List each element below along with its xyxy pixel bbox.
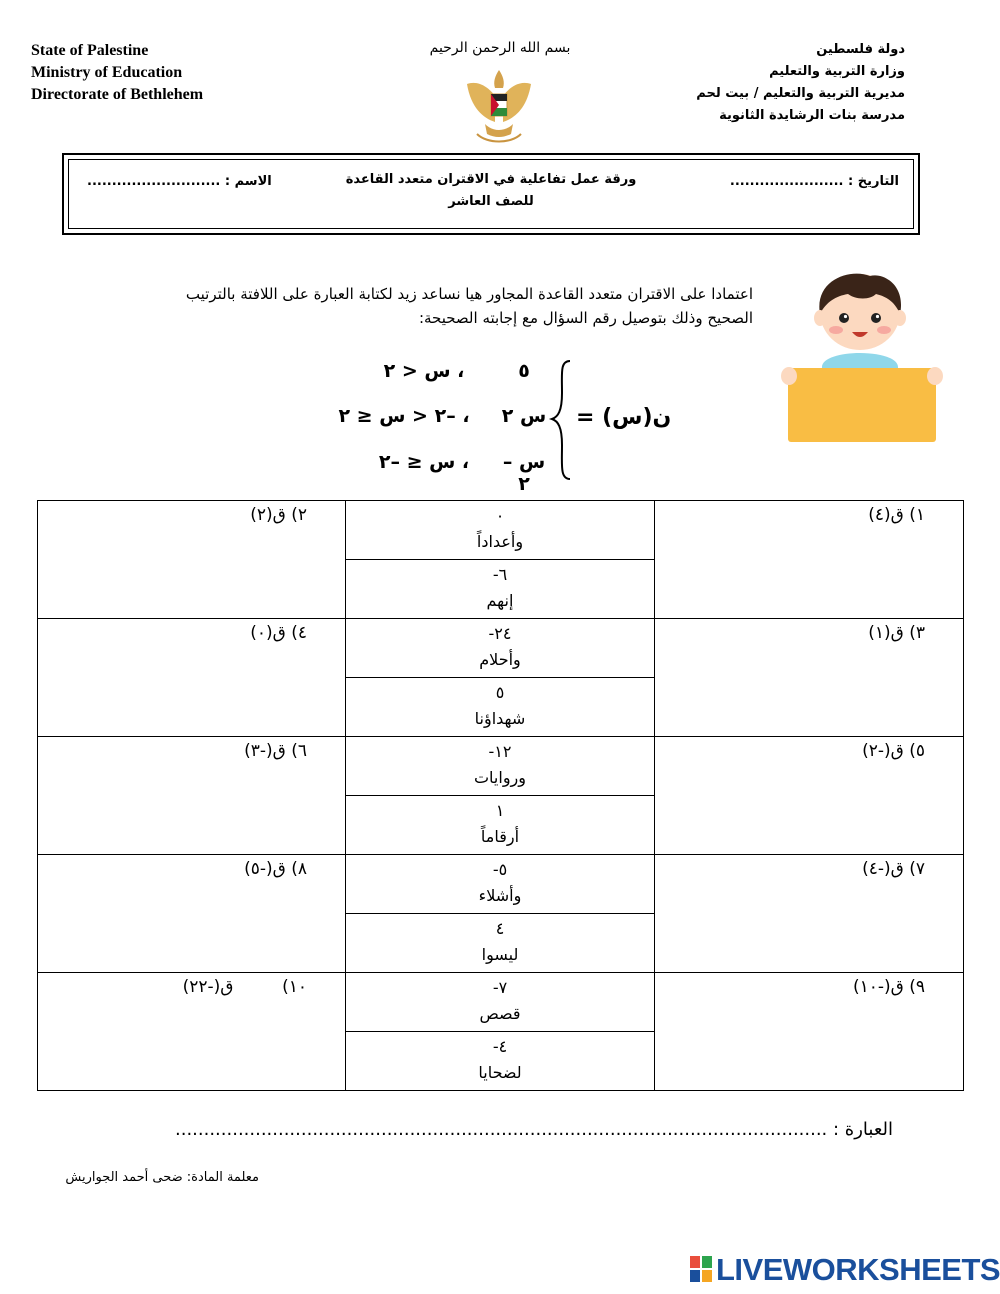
answer-value: -١٢ <box>488 742 512 761</box>
palestine-emblem <box>459 62 539 150</box>
question-label: ٤) ق(٠) <box>250 623 307 643</box>
question-label: ١) ق(٤) <box>868 505 925 525</box>
title-box <box>62 153 920 235</box>
name-field: الاسم : ........................... <box>87 174 272 189</box>
answer-word: شهداؤنا <box>474 709 526 728</box>
question-cell[interactable] <box>38 501 346 619</box>
question-cell[interactable] <box>655 501 964 619</box>
answer-cell[interactable] <box>346 501 655 560</box>
header-ar-line: مدرسة بنات الرشايدة الثانوية <box>719 108 905 123</box>
header-ar-line: دولة فلسطين <box>816 42 905 57</box>
question-cell[interactable] <box>38 855 346 973</box>
phrase-answer-line[interactable]: العبارة : .................................................................................................................. <box>175 1119 893 1140</box>
answer-cell[interactable] <box>346 737 655 796</box>
question-cell[interactable] <box>655 619 964 737</box>
header-english <box>31 40 203 106</box>
answer-word: لضحايا <box>478 1063 522 1082</box>
question-label: ٦) ق(-٣) <box>244 741 307 761</box>
header-en-line: Directorate of Bethlehem <box>31 86 204 103</box>
table-row <box>38 973 964 1032</box>
answer-word: وأشلاء <box>478 886 522 905</box>
answer-word: وأحلام <box>479 650 521 669</box>
answer-cell[interactable] <box>346 855 655 914</box>
answer-value: -٢٤ <box>488 624 512 643</box>
answer-word: قصص <box>479 1004 521 1023</box>
rule-expr: س ٢ <box>501 405 547 427</box>
answer-cell[interactable] <box>346 796 655 855</box>
answer-word: وأعداداً <box>476 532 524 551</box>
teacher-name: معلمة المادة: ضحى أحمد الجواريش <box>65 1170 259 1185</box>
function-lhs: ن(س) = <box>576 405 672 430</box>
matching-table <box>37 500 964 1091</box>
answer-cell[interactable] <box>346 619 655 678</box>
instructions-line: الصحيح وذلك بتوصيل رقم السؤال مع إجابته الصحيحة: <box>418 309 753 327</box>
question-cell[interactable] <box>655 973 964 1091</box>
boy-with-sign <box>780 270 945 445</box>
rule-expr: ٥ <box>518 360 530 382</box>
rule-cond: ، س < ٢ <box>383 360 465 382</box>
answer-value: -٥ <box>492 860 508 879</box>
question-label: ٧) ق(-٤) <box>862 859 925 879</box>
header-arabic <box>600 39 905 127</box>
liveworksheets-brand: LIVEWORKSHEETS <box>716 1252 1000 1287</box>
header-ar-line: مديرية التربية والتعليم / بيت لحم <box>696 86 905 101</box>
basmala: بسم الله الرحمن الرحيم <box>429 40 571 56</box>
liveworksheets-logo-icon <box>690 1256 714 1282</box>
answer-word: إنهم <box>486 591 514 610</box>
table-row <box>38 737 964 796</box>
question-label: ٩) ق(-١٠) <box>852 977 925 997</box>
question-cell[interactable] <box>655 855 964 973</box>
answer-word: أرقاماً <box>480 827 520 846</box>
question-label: ٢) ق(٢) <box>250 505 307 525</box>
worksheet-grade: للصف العاشر <box>448 194 534 209</box>
question-cell[interactable] <box>655 737 964 855</box>
header-ar-line: وزارة التربية والتعليم <box>769 64 905 79</box>
rule-expr: س – ٢ <box>502 451 546 495</box>
piecewise-function <box>320 353 680 495</box>
table-row <box>38 619 964 678</box>
table-row <box>38 501 964 560</box>
header-en-line: State of Palestine <box>31 42 149 59</box>
date-field: التاريخ : ....................... <box>729 174 899 189</box>
answer-value: ٠ <box>495 506 505 525</box>
answer-value: ٥ <box>495 683 505 702</box>
answer-value: ٤ <box>495 919 505 938</box>
instructions-line: اعتمادا على الاقتران متعدد القاعدة المجاور هيا نساعد زيد لكتابة العبارة على اللافتة بالترتيب <box>185 285 753 303</box>
answer-word: وروايات <box>473 768 526 787</box>
answer-cell[interactable] <box>346 973 655 1032</box>
answer-cell[interactable] <box>346 914 655 973</box>
rule-cond: ، س ≤ –٢ <box>378 451 470 473</box>
question-cell[interactable] <box>38 737 346 855</box>
question-label: ٨) ق(-٥) <box>244 859 307 879</box>
instructions <box>88 282 753 330</box>
answer-cell[interactable] <box>346 1032 655 1091</box>
question-label: ٥) ق(-٢) <box>862 741 925 761</box>
eagle-emblem-icon <box>459 62 539 150</box>
question-cell[interactable] <box>38 619 346 737</box>
answer-word: ليسوا <box>481 945 519 964</box>
answer-value: ١ <box>495 801 505 820</box>
worksheet-title: ورقة عمل تفاعلية في الاقتران متعدد القاعدة <box>345 172 637 187</box>
rule-cond: ، –٢ < س ≤ ٢ <box>338 405 470 427</box>
answer-value: -٧ <box>492 978 508 997</box>
table-row <box>38 855 964 914</box>
answer-cell[interactable] <box>346 678 655 737</box>
answer-value: -٦ <box>492 565 508 584</box>
boy-illustration-icon <box>780 270 945 445</box>
answer-cell[interactable] <box>346 560 655 619</box>
answer-value: -٤ <box>492 1037 508 1056</box>
question-label: ٣) ق(١) <box>868 623 925 643</box>
header-en-line: Ministry of Education <box>31 64 183 81</box>
question-cell[interactable] <box>38 973 346 1091</box>
question-label: ١٠) ق(-٢٢) <box>182 977 307 997</box>
